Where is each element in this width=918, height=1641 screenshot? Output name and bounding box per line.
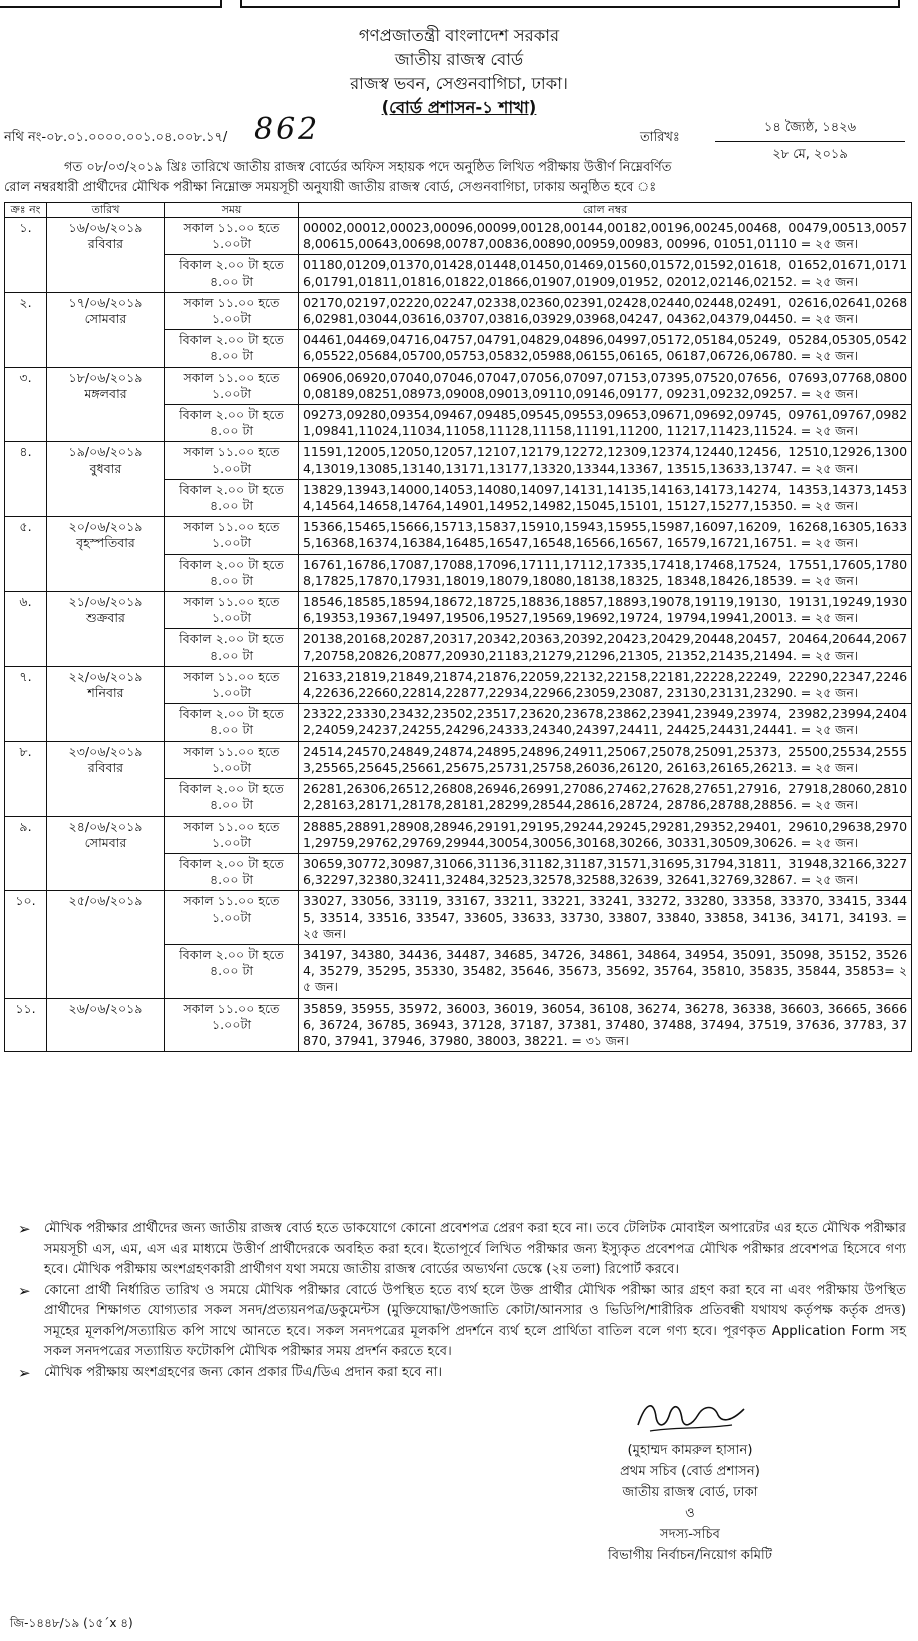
serial-cell: ৬. bbox=[5, 592, 47, 667]
serial-cell: ১১. bbox=[5, 998, 47, 1052]
exam-weekday: বুধবার bbox=[89, 460, 122, 476]
time-end: ১.০০টা bbox=[211, 236, 252, 252]
exam-date: ১৮/০৬/২০১৯ bbox=[68, 369, 143, 385]
time-start: বিকাল ২.০০ টা হতে bbox=[179, 781, 284, 797]
exam-weekday: রবিবার bbox=[87, 236, 124, 252]
govt-name: গণপ্রজাতন্ত্রী বাংলাদেশ সরকার bbox=[358, 26, 560, 45]
roll-numbers-cell: 01180,01209,01370,01428,01448,01450,01469,01560,01572,01592,01618, 01652,01671,01716,01791,01811,01816,01822,01866,01907,01909,01952, 02012,02146,02152. = ২৫ জন। bbox=[299, 255, 912, 292]
exam-date: ২৪/০৬/২০১৯ bbox=[68, 818, 143, 834]
time-start: বিকাল ২.০০ টা হতে bbox=[179, 631, 284, 647]
print-code: জি-১৪৪৮/১৯ (১৫´x ৪) bbox=[10, 1616, 133, 1630]
time-end: ১.০০টা bbox=[211, 909, 252, 925]
date-cell bbox=[47, 517, 165, 592]
time-cell bbox=[165, 944, 299, 998]
schedule-row bbox=[5, 666, 912, 703]
schedule-row bbox=[5, 592, 912, 629]
header-serial: ক্রঃ নং bbox=[5, 203, 47, 218]
time-start: বিকাল ২.০০ টা হতে bbox=[179, 556, 284, 572]
time-start: সকাল ১১.০০ হতে bbox=[183, 294, 280, 310]
exam-date: ২১/০৬/২০১৯ bbox=[68, 594, 143, 610]
signatory-office: জাতীয় রাজস্ব বোর্ড, ঢাকা bbox=[622, 1485, 758, 1500]
schedule-header-row bbox=[5, 203, 912, 218]
time-start: সকাল ১১.০০ হতে bbox=[183, 893, 280, 909]
date-cell bbox=[47, 292, 165, 367]
schedule-row bbox=[5, 442, 912, 479]
roll-numbers-cell: 26281,26306,26512,26808,26946,26991,27086,27462,27628,27651,27916, 27918,28060,28102,28163,28171,28178,28181,28299,28544,28616,28724, 28786,28788,28856. = ২৫ জন। bbox=[299, 779, 912, 816]
time-start: বিকাল ২.০০ টা হতে bbox=[179, 706, 284, 722]
letterhead bbox=[0, 24, 918, 120]
time-end: ১.০০টা bbox=[211, 834, 252, 850]
roll-numbers-cell: 04461,04469,04716,04757,04791,04829,04896,04997,05172,05184,05249, 05284,05305,05426,05522,05684,05700,05753,05832,05988,06155,06165, 06187,06726,06780. = ২৫ জন। bbox=[299, 330, 912, 367]
schedule-row bbox=[5, 218, 912, 255]
time-end: ৪.০০ টা bbox=[209, 498, 254, 514]
time-end: ১.০০টা bbox=[211, 311, 252, 327]
exam-date: ২৬/০৬/২০১৯ bbox=[68, 1000, 143, 1016]
time-cell bbox=[165, 998, 299, 1052]
intro-paragraph bbox=[4, 158, 909, 198]
roll-numbers-cell: 09273,09280,09354,09467,09485,09545,09553,09653,09671,09692,09745, 09761,09767,09821,09841,11024,11034,11058,11128,11158,11191,11200, 11217,11423,11524. = ২৫ জন। bbox=[299, 405, 912, 442]
serial-cell: ৪. bbox=[5, 442, 47, 517]
time-start: সকাল ১১.০০ হতে bbox=[183, 668, 280, 684]
schedule-row bbox=[5, 891, 912, 945]
time-cell bbox=[165, 517, 299, 554]
exam-date: ২০/০৬/২০১৯ bbox=[68, 519, 143, 535]
serial-cell: ৭. bbox=[5, 666, 47, 741]
time-cell bbox=[165, 405, 299, 442]
serial-cell: ২. bbox=[5, 292, 47, 367]
roll-numbers-cell: 34197, 34380, 34436, 34487, 34685, 34726, 34861, 34864, 34954, 35091, 35098, 35152, 35264, 35279, 35295, 35330, 35482, 35646, 35673, 35692, 35764, 35810, 35835, 35844, 35853= ২৫ জন। bbox=[299, 944, 912, 998]
time-end: ৪.০০ টা bbox=[209, 963, 254, 979]
date-cell bbox=[47, 592, 165, 667]
note-item bbox=[18, 1219, 906, 1281]
schedule-row bbox=[5, 998, 912, 1052]
roll-numbers-cell: 16761,16786,17087,17088,17096,17111,17112,17335,17418,17468,17524, 17551,17605,17808,17825,17870,17931,18019,18079,18080,18138,18325, 18348,18426,18539. = ২৫ জন। bbox=[299, 554, 912, 591]
time-end: ৪.০০ টা bbox=[209, 423, 254, 439]
time-start: সকাল ১১.০০ হতে bbox=[183, 743, 280, 759]
time-end: ১.০০টা bbox=[211, 385, 252, 401]
roll-numbers-cell: 00002,00012,00023,00096,00099,00128,00144,00182,00196,00245,00468, 00479,00513,00578,00615,00643,00698,00787,00836,00890,00959,00983, 00996, 01051,01110 = ২৫ জন। bbox=[299, 218, 912, 255]
time-start: সকাল ১১.০০ হতে bbox=[183, 519, 280, 535]
time-start: সকাল ১১.০০ হতে bbox=[183, 220, 280, 235]
schedule-row bbox=[5, 367, 912, 404]
time-cell bbox=[165, 592, 299, 629]
roll-numbers-cell: 11591,12005,12050,12057,12107,12179,12272,12309,12374,12440,12456, 12510,12926,13004,13019,13085,13140,13171,13177,13320,13344,13367, 13515,13633,13747. = ২৫ জন। bbox=[299, 442, 912, 479]
roll-numbers-cell: 20138,20168,20287,20317,20342,20363,20392,20423,20429,20448,20457, 20464,20644,20677,20758,20826,20877,20930,21183,21279,21296,21305, 21352,21435,21494. = ২৫ জন। bbox=[299, 629, 912, 666]
signatory-name: (মুহাম্মদ কামরুল হাসান) bbox=[627, 1443, 753, 1458]
roll-numbers-cell: 24514,24570,24849,24874,24895,24896,24911,25067,25078,25091,25373, 25500,25534,25553,25565,25645,25661,25675,25731,25758,26036,26120, 26163,26165,26213. = ২৫ জন। bbox=[299, 741, 912, 778]
exam-weekday: বৃহস্পতিবার bbox=[76, 535, 135, 551]
schedule-body bbox=[5, 218, 912, 1052]
board-name: জাতীয় রাজস্ব বোর্ড bbox=[394, 50, 524, 69]
date-cell bbox=[47, 816, 165, 891]
time-start: সকাল ১১.০০ হতে bbox=[183, 444, 280, 460]
signatory-conjunction: ও bbox=[685, 1506, 695, 1521]
exam-date: ২৩/০৬/২০১৯ bbox=[68, 743, 143, 759]
time-cell bbox=[165, 554, 299, 591]
exam-date: ১৯/০৬/২০১৯ bbox=[68, 444, 143, 460]
time-end: ১.০০টা bbox=[211, 460, 252, 476]
roll-numbers-cell: 15366,15465,15666,15713,15837,15910,15943,15955,15987,16097,16209, 16268,16305,16335,16368,16374,16384,16485,16547,16548,16566,16567, 16579,16721,16751. = ২৫ জন। bbox=[299, 517, 912, 554]
roll-numbers-cell: 30659,30772,30987,31066,31136,31182,31187,31571,31695,31794,31811, 31948,32166,32276,32297,32380,32411,32484,32523,32578,32588,32639, 32641,32769,32867. = ২৫ জন। bbox=[299, 853, 912, 890]
time-cell bbox=[165, 442, 299, 479]
time-start: সকাল ১১.০০ হতে bbox=[183, 369, 280, 385]
header-date: তারিখ bbox=[47, 203, 165, 218]
roll-numbers-cell: 18546,18585,18594,18672,18725,18836,18857,18893,19078,19119,19130, 19131,19249,19306,19353,19367,19497,19506,19527,19569,19692,19724, 19794,19941,20013. = ২৫ জন। bbox=[299, 592, 912, 629]
signatory-role: সদস্য-সচিব bbox=[660, 1527, 720, 1542]
time-end: ১.০০টা bbox=[211, 610, 252, 626]
note-item bbox=[18, 1363, 906, 1384]
arrow-bullet-icon: ➢ bbox=[18, 1281, 31, 1300]
time-cell bbox=[165, 629, 299, 666]
date-cell bbox=[47, 998, 165, 1052]
memo-number: নথি নং-০৮.০১.০০০০.০০১.০৪.০০৮.১৭/ bbox=[4, 130, 228, 145]
roll-numbers-cell: 21633,21819,21849,21874,21876,22059,22132,22158,22181,22228,22249, 22290,22347,22464,22636,22660,22814,22877,22934,22966,23059,23087, 23130,23131,23290. = ২৫ জন। bbox=[299, 666, 912, 703]
date-cell bbox=[47, 741, 165, 816]
time-end: ১.০০টা bbox=[211, 535, 252, 551]
time-start: সকাল ১১.০০ হতে bbox=[183, 818, 280, 834]
board-address: রাজস্ব ভবন, সেগুনবাগিচা, ঢাকা। bbox=[350, 74, 568, 93]
time-cell bbox=[165, 367, 299, 404]
roll-numbers-cell: 13829,13943,14000,14053,14080,14097,14131,14135,14163,14173,14274, 14353,14373,14534,14564,14658,14764,14901,14952,14982,15045,15101, 15127,15277,15350. = ২৫ জন। bbox=[299, 479, 912, 516]
date-bangla: ১৪ জ্যৈষ্ঠ, ১৪২৬ bbox=[715, 118, 905, 142]
schedule-row bbox=[5, 816, 912, 853]
date-cell bbox=[47, 218, 165, 293]
time-cell bbox=[165, 816, 299, 853]
roll-numbers-cell: 28885,28891,28908,28946,29191,29195,29244,29245,29281,29352,29401, 29610,29638,29701,29759,29762,29769,29944,30054,30056,30168,30266, 30331,30509,30626. = ২৫ জন। bbox=[299, 816, 912, 853]
serial-cell: ১০. bbox=[5, 891, 47, 998]
time-end: ৪.০০ টা bbox=[209, 722, 254, 738]
time-cell bbox=[165, 218, 299, 255]
serial-cell: ১. bbox=[5, 218, 47, 293]
time-end: ৪.০০ টা bbox=[209, 273, 254, 289]
time-cell bbox=[165, 704, 299, 741]
time-start: বিকাল ২.০০ টা হতে bbox=[179, 855, 284, 871]
signatory-title: প্রথম সচিব (বোর্ড প্রশাসন) bbox=[620, 1464, 760, 1479]
time-cell bbox=[165, 255, 299, 292]
date-label: তারিখঃ bbox=[640, 130, 680, 145]
serial-cell: ৮. bbox=[5, 741, 47, 816]
note-text: মৌখিক পরীক্ষার প্রার্থীদের জন্য জাতীয় রাজস্ব বোর্ড হতে ডাকযোগে কোনো প্রবেশপত্র প্রেরণ করা হবে না। তবে টেলিটক মোবাইল অপারেটর এর হতে মৌখিক পরীক্ষার সময়সূচী এস, এম, এস এর মাধ্যমে উত্তীর্ণ প্রার্থীদেরকে অবহিত করা হবে। ইতোপূর্বে লিখিত পরীক্ষার জন্য ইস্যুকৃত প্রবেশপত্র মৌখিক পরীক্ষার প্রবেশপত্র হিসেবে গণ্য হবে। মৌখিক পরীক্ষায় অংশগ্রহণকারী প্রার্থীগণ যথা সময়ে জাতীয় রাজস্ব বোর্ডের অভ্যর্থনা ডেস্কে (২য় তলা) রিপোর্ট করবে। bbox=[44, 1221, 906, 1277]
date-cell bbox=[47, 442, 165, 517]
branch-name: (বোর্ড প্রশাসন-১ শাখা) bbox=[381, 98, 537, 117]
exam-weekday: শনিবার bbox=[87, 685, 124, 701]
arrow-bullet-icon: ➢ bbox=[18, 1220, 31, 1238]
schedule-row bbox=[5, 741, 912, 778]
schedule-table bbox=[4, 202, 912, 1052]
exam-date: ১৬/০৬/২০১৯ bbox=[68, 220, 143, 235]
note-text: কোনো প্রার্থী নির্ধারিত তারিখ ও সময়ে মৌখিক পরীক্ষার বোর্ডে উপস্থিত হতে ব্যর্থ হলে উক্ত প্রার্থীর মৌখিক পরীক্ষা আর গ্রহণ করা হবে না এবং পরীক্ষায় উপস্থিত প্রার্থীদের শিক্ষাগত যোগ্যতার সকল সনদ/প্রত্যয়নপত্র/ডকুমেন্টস (মুক্তিযোদ্ধা/উপজাতি কোটা/আনসার ও ভিডিপি/শারীরিক প্রতিবন্ধী যথাযথ কর্তৃপক্ষ কর্তৃক প্রদত্ত) সমূহের মূলকপি/সত্যায়িত কপি সাথে আনতে হবে। সকল সনদপত্রের মূলকপি প্রদর্শনে ব্যর্থ হলে প্রার্থিতা বাতিল বলে গণ্য হবে। পূরণকৃত Application Form সহ সকল সনদপত্রের সত্যায়িত ফটোকপি মৌখিক পরীক্ষার সময় প্রদর্শন করতে হবে। bbox=[44, 1282, 906, 1359]
exam-weekday: শুক্রবার bbox=[86, 610, 125, 626]
time-end: ৪.০০ টা bbox=[209, 647, 254, 663]
signatory-committee: বিভাগীয় নির্বাচন/নিয়োগ কমিটি bbox=[607, 1548, 773, 1563]
time-cell bbox=[165, 330, 299, 367]
intro-line-2: রোল নম্বরধারী প্রার্থীদের মৌখিক পরীক্ষা নিম্নোক্ত সময়সূচী অনুযায়ী জাতীয় রাজস্ব বোর্ড, সেগুনবাগিচা, ঢাকায় অনুষ্ঠিত হবে ঃ bbox=[4, 180, 657, 195]
exam-date: ২৫/০৬/২০১৯ bbox=[68, 893, 143, 909]
time-end: ১.০০টা bbox=[211, 1016, 252, 1032]
time-end: ৪.০০ টা bbox=[209, 797, 254, 813]
handwritten-signature bbox=[632, 1395, 752, 1437]
date-cell bbox=[47, 666, 165, 741]
schedule-row bbox=[5, 517, 912, 554]
roll-numbers-cell: 23322,23330,23432,23502,23517,23620,23678,23862,23941,23949,23974, 23982,23994,24042,24059,24237,24255,24296,24333,24340,24397,24411, 24425,24431,24441. = ২৫ জন। bbox=[299, 704, 912, 741]
notes-list bbox=[18, 1219, 906, 1383]
roll-numbers-cell: 35859, 35955, 35972, 36003, 36019, 36054, 36108, 36274, 36278, 36338, 36603, 36665, 36666, 36724, 36785, 36943, 37128, 37187, 37381, 37480, 37488, 37494, 37519, 37636, 37783, 37870, 37941, 37946, 37980, 38003, 38221. = ৩১ জন। bbox=[299, 998, 912, 1052]
time-cell bbox=[165, 779, 299, 816]
time-cell bbox=[165, 479, 299, 516]
roll-numbers-cell: 02170,02197,02220,02247,02338,02360,02391,02428,02440,02448,02491, 02616,02641,02686,02981,03044,03616,03707,03816,03929,03968,04247, 04362,04379,04450. = ২৫ জন। bbox=[299, 292, 912, 329]
time-cell bbox=[165, 853, 299, 890]
date-gregorian: ২৮ মে, ২০১৯ bbox=[772, 147, 848, 162]
time-end: ১.০০টা bbox=[211, 685, 252, 701]
top-border-right bbox=[240, 0, 900, 8]
roll-numbers-cell: 33027, 33056, 33119, 33167, 33211, 33221, 33241, 33272, 33280, 33358, 33370, 33415, 33445, 33514, 33516, 33547, 33605, 33633, 33730, 33807, 33840, 33858, 34136, 34171, 34193. = ২৫ জন। bbox=[299, 891, 912, 945]
time-end: ৪.০০ টা bbox=[209, 872, 254, 888]
date-cell bbox=[47, 367, 165, 442]
exam-weekday: রবিবার bbox=[87, 759, 124, 775]
serial-cell: ৯. bbox=[5, 816, 47, 891]
exam-date: ২২/০৬/২০১৯ bbox=[68, 668, 143, 684]
arrow-bullet-icon: ➢ bbox=[18, 1363, 31, 1382]
time-start: বিকাল ২.০০ টা হতে bbox=[179, 407, 284, 423]
roll-numbers-cell: 06906,06920,07040,07046,07047,07056,07097,07153,07395,07520,07656, 07693,07768,08000,08189,08251,08973,09008,09013,09110,09146,09177, 09231,09232,09257. = ২৫ জন। bbox=[299, 367, 912, 404]
time-end: ৪.০০ টা bbox=[209, 348, 254, 364]
serial-cell: ৫. bbox=[5, 517, 47, 592]
time-start: সকাল ১১.০০ হতে bbox=[183, 1000, 280, 1016]
intro-line-1: গত ০৮/০৩/২০১৯ খ্রিঃ তারিখে জাতীয় রাজস্ব বোর্ডের অফিস সহায়ক পদে অনুষ্ঠিত লিখিত পরীক্ষায় উত্তীর্ণ নিম্নেবর্ণিত bbox=[64, 160, 672, 175]
date-cell bbox=[47, 891, 165, 998]
top-border-left bbox=[0, 0, 222, 8]
time-start: বিকাল ২.০০ টা হতে bbox=[179, 257, 284, 273]
time-cell bbox=[165, 891, 299, 945]
exam-weekday: সোমবার bbox=[84, 834, 127, 850]
note-item bbox=[18, 1281, 906, 1363]
header-rolls: রোল নম্বর bbox=[299, 203, 912, 218]
time-cell bbox=[165, 741, 299, 778]
time-start: বিকাল ২.০০ টা হতে bbox=[179, 332, 284, 348]
serial-cell: ৩. bbox=[5, 367, 47, 442]
time-cell bbox=[165, 292, 299, 329]
signature-block bbox=[560, 1440, 820, 1566]
time-end: ৪.০০ টা bbox=[209, 572, 254, 588]
time-end: ১.০০টা bbox=[211, 759, 252, 775]
exam-date: ১৭/০৬/২০১৯ bbox=[68, 294, 143, 310]
time-start: বিকাল ২.০০ টা হতে bbox=[179, 946, 284, 962]
schedule-row bbox=[5, 292, 912, 329]
exam-weekday: মঙ্গলবার bbox=[84, 385, 127, 401]
handwritten-memo-number: 862 bbox=[254, 112, 321, 147]
time-start: সকাল ১১.০০ হতে bbox=[183, 594, 280, 610]
time-start: বিকাল ২.০০ টা হতে bbox=[179, 481, 284, 497]
exam-weekday: সোমবার bbox=[84, 311, 127, 327]
time-cell bbox=[165, 666, 299, 703]
note-text: মৌখিক পরীক্ষায় অংশগ্রহণের জন্য কোন প্রকার টিএ/ডিএ প্রদান করা হবে না। bbox=[44, 1364, 443, 1380]
header-time: সময় bbox=[165, 203, 299, 218]
